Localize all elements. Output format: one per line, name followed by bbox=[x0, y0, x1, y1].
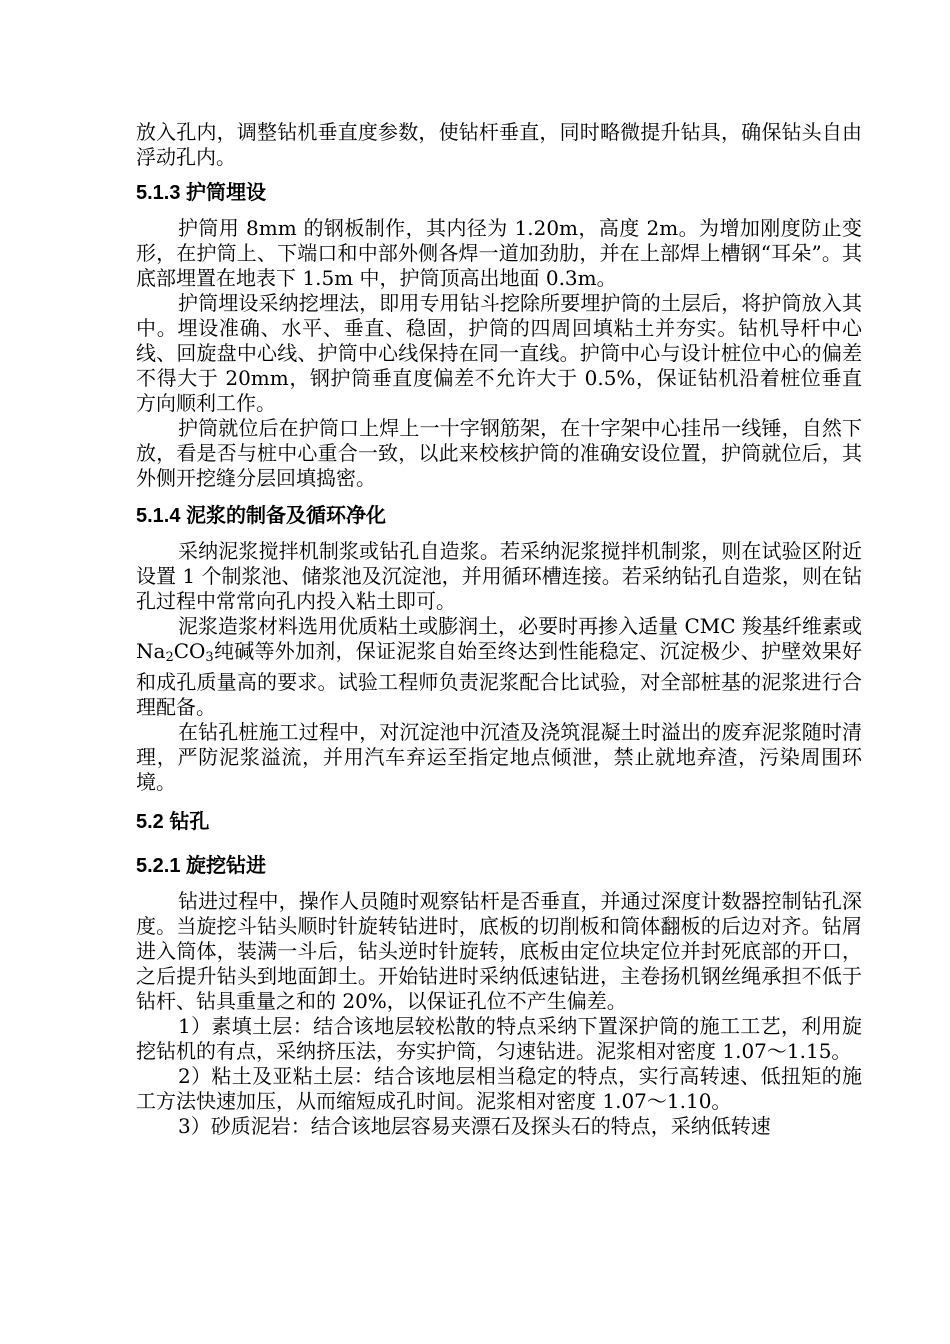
paragraph-5-1-4-2-part-c: 纯碱等外加剂，保证泥浆自始至终达到性能稳定、沉淀极少、护壁效果好和成孔质量高的要求。试验工程师负责泥浆配合比试验，对全部桩基的泥浆进行合理配备。 bbox=[136, 639, 862, 719]
intro-paragraph: 放入孔内，调整钻机垂直度参数，使钻杆垂直，同时略微提升钻具，确保钻头自由浮动孔内。 bbox=[136, 120, 862, 169]
paragraph-5-1-3-2: 护筒埋设采纳挖埋法，即用专用钻斗挖除所要埋护筒的土层后，将护筒放入其中。埋设准确、水平、垂直、稳固，护筒的四周回填粘土并夯实。钻机导杆中心线、回旋盘中心线、护筒中心线保持在同一直线。护筒中心与设计桩位中心的偏差不得大于 20mm，钢护筒垂直度偏差不允许大于 0.5%，保证钻机沿着桩位垂直方向顺利工作。 bbox=[136, 291, 862, 415]
document-page bbox=[136, 120, 862, 1139]
paragraph-5-2-1-4: 3）砂质泥岩：结合该地层容易夹漂石及探头石的特点，采纳低转速 bbox=[178, 1114, 771, 1138]
subscript-3: 3 bbox=[205, 650, 214, 665]
paragraph-5-2-1-2: 1）素填土层：结合该地层较松散的特点采纳下置深护筒的施工工艺，利用旋挖钻机的有点，采纳挤压法，夯实护筒，匀速钻进。泥浆相对密度 1.07～1.15。 bbox=[136, 1014, 862, 1063]
paragraph-5-1-3-1: 护筒用 8mm 的钢板制作，其内径为 1.20m，高度 2m。为增加刚度防止变形，在护筒上、下端口和中部外侧各焊一道加劲肋，并在上部焊上槽钢“耳朵”。其底部埋置在地表下 1.5m 中，护筒顶高出地面 0.3m。 bbox=[136, 216, 862, 290]
paragraph-5-1-3-3: 护筒就位后在护筒口上焊上一十字钢筋架，在十字架中心挂吊一线锤，自然下放，看是否与桩中心重合一致，以此来校核护筒的准确安设位置，护筒就位后，其外侧开挖缝分层回填捣密。 bbox=[136, 416, 862, 490]
paragraph-5-2-1-3: 2）粘土及亚粘土层：结合该地层相当稳定的特点，实行高转速、低扭矩的施工方法快速加压，从而缩短成孔时间。泥浆相对密度 1.07～1.10。 bbox=[136, 1064, 862, 1113]
section-heading-5-2-1: 5.2.1 旋挖钻进 bbox=[136, 855, 267, 877]
paragraph-5-2-1-1: 钻进过程中，操作人员随时观察钻杆是否垂直，并通过深度计数器控制钻孔深度。当旋挖斗钻头顺时针旋转钻进时，底板的切削板和筒体翻板的后边对齐。钻屑进入筒体，装满一斗后，钻头逆时针旋转，底板由定位块定位并封死底部的开口，之后提升钻头到地面卸土。开始钻进时采纳低速钻进，主卷扬机钢丝绳承担不低于钻杆、钻具重量之和的 20%，以保证孔位不产生偏差。 bbox=[136, 889, 862, 1013]
section-heading-5-1-4: 5.1.4 泥浆的制备及循环净化 bbox=[136, 505, 387, 527]
paragraph-5-1-4-1: 采纳泥浆搅拌机制浆或钻孔自造浆。若采纳泥浆搅拌机制浆，则在试验区附近设置 1 个制浆池、储浆池及沉淀池，并用循环槽连接。若采纳钻孔自造浆，则在钻孔过程中常常向孔内投入粘土即可。 bbox=[136, 539, 862, 613]
section-heading-5-1-3: 5.1.3 护筒埋设 bbox=[136, 182, 267, 204]
paragraph-5-1-4-2 bbox=[136, 614, 862, 720]
paragraph-5-1-4-2-part-b: CO bbox=[173, 639, 206, 663]
section-heading-5-2: 5.2 钻孔 bbox=[136, 811, 210, 833]
paragraph-5-1-4-2-part-a: 泥浆造浆材料选用优质粘土或膨润土，必要时再掺入适量 CMC 羧基纤维素或 Na bbox=[136, 614, 862, 663]
paragraph-5-1-4-3: 在钻孔桩施工过程中，对沉淀池中沉渣及浇筑混凝土时溢出的废弃泥浆随时清理，严防泥浆溢流，并用汽车弃运至指定地点倾泄，禁止就地弃渣，污染周围环境。 bbox=[136, 720, 862, 794]
subscript-2: 2 bbox=[165, 650, 174, 665]
